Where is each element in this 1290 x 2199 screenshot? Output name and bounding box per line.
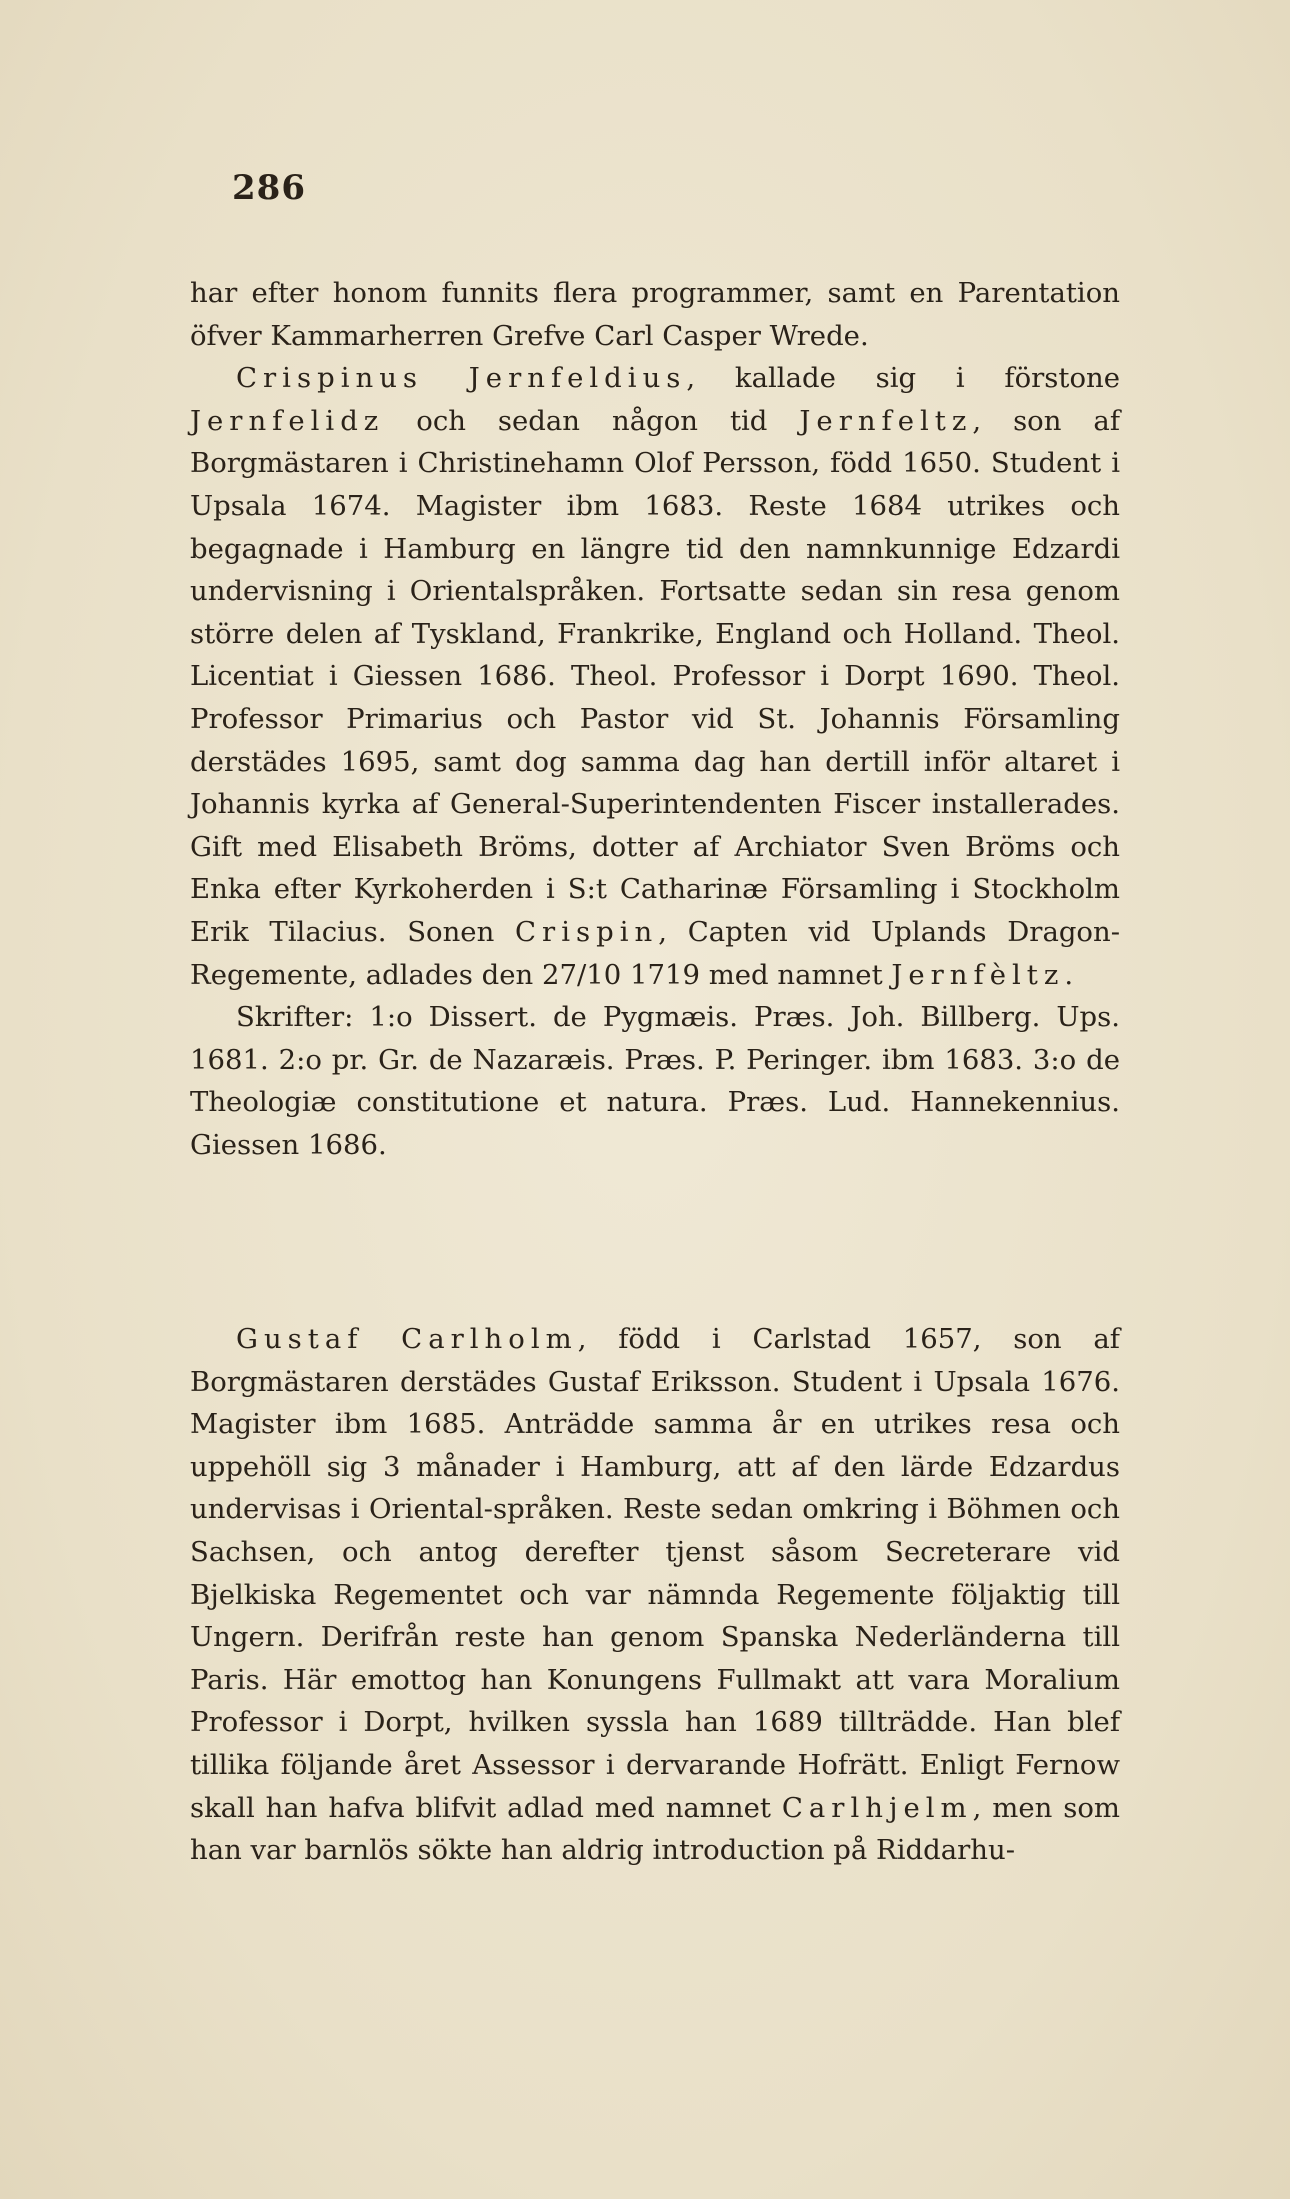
person-name: Crispinus Jernfeldius bbox=[236, 362, 687, 395]
paragraph-jernfeldius bbox=[190, 357, 1120, 996]
paragraph-skrifter: Skrifter: 1:o Dissert. de Pygmæis. Præs. Joh. Billberg. Ups. 1681. 2:o pr. Gr. de Nazaræis. Præs. P. Peringer. ibm 1683. 3:o de Theologiæ constitutione et natura. Præs. Lud. Hannekennius. Giessen 1686. bbox=[190, 1001, 1120, 1161]
name-variant: Jernfelidz bbox=[190, 404, 385, 437]
text-run: , Capten vid Uplands Dragon-Regemente, adlades den 27/10 1719 med namnet bbox=[190, 915, 1120, 991]
person-name: Gustaf Carlholm bbox=[236, 1323, 578, 1355]
text-run: , son af Borgmästaren i Christinehamn Olof Persson, född 1650. Student i Upsala 1674. Magister ibm 1683. Reste 1684 utrikes och begagnade i Hamburg en längre tid den namnkunnige Edzardi undervisning i Orientalspråken. Fortsatte sedan sin resa genom större delen af Tyskland, Frankrike, England och Holland. Theol. Licentiat i Giessen 1686. Theol. Professor i Dorpt 1690. Theol. Professor Primarius och Pastor vid St. Johannis Församling derstädes 1695, samt dog samma dag han dertill inför altaret i Johannis kyrka af General-Superintendenten Fiscer installerades. Gift med Elisabeth Bröms, dotter af Archiator Sven Bröms och Enka efter Kyrkoherden i S:t Catharinæ Församling i Stockholm Erik Tilacius. Sonen bbox=[190, 404, 1120, 948]
text-block-upper bbox=[190, 272, 1120, 1166]
name-variant: Jernfeltz bbox=[799, 404, 973, 437]
son-name: Crispin bbox=[515, 915, 659, 948]
text-run: och sedan någon tid bbox=[384, 404, 800, 437]
text-run: , men som han var barnlös sökte han aldrig introduction på Riddarhu- bbox=[190, 1791, 1120, 1867]
text-run: , född i Carlstad 1657, son af Borgmästaren derstädes Gustaf Eriksson. Student i Upsala 1676. Magister ibm 1685. Anträdde samma år en utrikes resa och uppehöll sig 3 månader i Hamburg, att af den lärde Edzardus undervisas i Oriental-språken. Reste sedan omkring i Böhmen och Sachsen, och antog derefter tjenst såsom Secreterare vid Bjelkiska Regementet och var nämnda Regemente följaktig till Ungern. Derifrån reste han genom Spanska Nederländerna till Paris. Här emottog han Konungens Fullmakt att vara Moralium Professor i Dorpt, hvilken syssla han 1689 tillträdde. Han blef tillika följande året Assessor i dervarande Hofrätt. Enligt Fernow skall han hafva blifvit adlad med namnet bbox=[190, 1323, 1120, 1824]
noble-name: Carlhjelm bbox=[781, 1791, 973, 1824]
text-run: , kallade sig i förstone bbox=[686, 362, 1120, 395]
text-block-lower bbox=[190, 1318, 1120, 1872]
paragraph-continuation: har efter honom funnits flera programmer, samt en Parentation öfver Kammarherren Grefve Carl Casper Wrede. bbox=[190, 277, 1120, 352]
page-number: 286 bbox=[232, 168, 306, 208]
text-run: . bbox=[1064, 958, 1074, 991]
noble-name: Jernfèltz bbox=[891, 958, 1065, 991]
paragraph-carlholm bbox=[190, 1318, 1120, 1872]
